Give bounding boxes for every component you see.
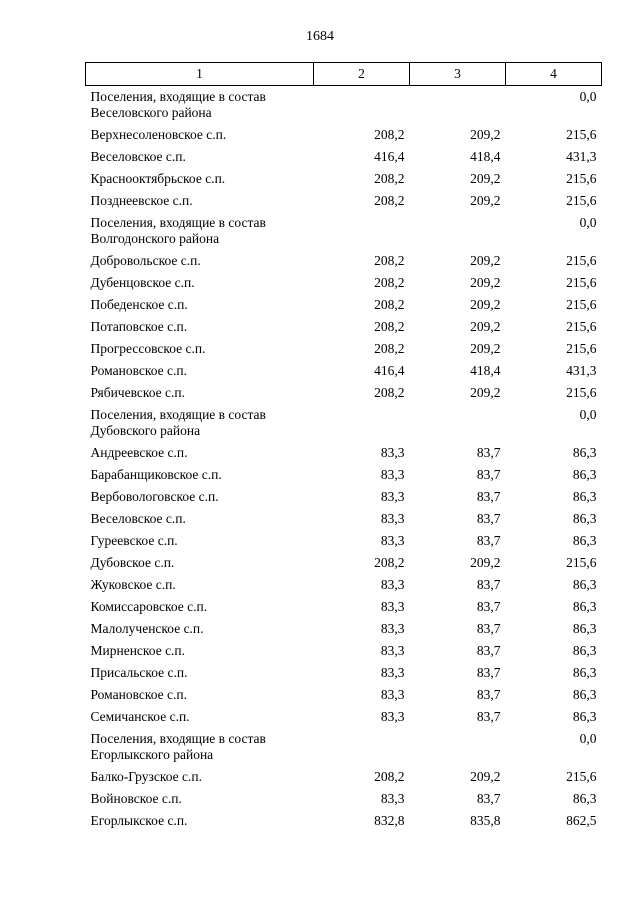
value-col-4-cell: 86,3 — [572, 620, 597, 636]
settlement-name-cell: Семичанское с.п. — [90, 708, 190, 724]
value-col-2-cell — [314, 86, 410, 124]
value-col-2-cell: 83,3 — [380, 642, 405, 658]
table-row — [86, 810, 602, 832]
value-col-4-cell: 215,6 — [566, 192, 597, 208]
value-col-4-cell: 86,3 — [572, 642, 597, 658]
value-col-4-cell: 86,3 — [572, 708, 597, 724]
table-row — [86, 146, 602, 168]
value-col-4-cell: 86,3 — [572, 466, 597, 482]
value-col-3-cell: 83,7 — [476, 444, 501, 460]
settlement-name-cell: Прогрессовское с.п. — [90, 340, 206, 356]
value-col-3-cell: 83,7 — [476, 708, 501, 724]
table-row — [86, 250, 602, 272]
page-number: 1684 — [306, 29, 334, 44]
value-col-3-cell: 209,2 — [470, 126, 501, 142]
value-col-4-cell: 86,3 — [572, 598, 597, 614]
table-row — [86, 706, 602, 728]
value-col-2-cell: 208,2 — [374, 274, 405, 290]
value-col-3-cell — [410, 212, 506, 250]
value-col-3-cell — [410, 728, 506, 766]
table-row — [86, 338, 602, 360]
value-col-3-cell: 209,2 — [470, 384, 501, 400]
value-col-2-cell: 208,2 — [374, 192, 405, 208]
value-col-3-cell: 418,4 — [470, 362, 501, 378]
table-row — [86, 662, 602, 684]
value-col-2-cell: 83,3 — [380, 790, 405, 806]
settlement-name-cell: Комиссаровское с.п. — [90, 598, 208, 614]
value-col-3-cell: 83,7 — [476, 466, 501, 482]
value-col-3-cell: 83,7 — [476, 642, 501, 658]
value-col-4-cell: 215,6 — [566, 340, 597, 356]
settlement-name-cell: Добровольское с.п. — [90, 252, 201, 268]
header-col-2: 2 — [314, 63, 410, 86]
table-row — [86, 640, 602, 662]
value-col-3-cell: 209,2 — [470, 340, 501, 356]
table-row — [86, 168, 602, 190]
value-col-4-cell: 215,6 — [566, 296, 597, 312]
value-col-4-cell: 86,3 — [572, 790, 597, 806]
value-col-4-cell: 0,0 — [579, 214, 597, 230]
header-col-4: 4 — [506, 63, 602, 86]
value-col-4-cell: 86,3 — [572, 488, 597, 504]
settlement-name-cell: Потаповское с.п. — [90, 318, 188, 334]
value-col-2-cell: 83,3 — [380, 444, 405, 460]
table-row — [86, 508, 602, 530]
value-col-2-cell: 208,2 — [374, 170, 405, 186]
value-col-4-cell: 86,3 — [572, 510, 597, 526]
settlement-name-cell: Вербовологовское с.п. — [90, 488, 219, 504]
value-col-4-cell: 431,3 — [566, 148, 597, 164]
value-col-4-cell: 215,6 — [566, 384, 597, 400]
value-col-2-cell: 416,4 — [374, 148, 405, 164]
value-col-3-cell: 209,2 — [470, 768, 501, 784]
value-col-4-cell: 86,3 — [572, 664, 597, 680]
settlement-name-cell: Краснооктябрьское с.п. — [90, 170, 226, 186]
value-col-3-cell: 209,2 — [470, 192, 501, 208]
value-col-4-cell: 0,0 — [579, 730, 597, 746]
settlement-name-cell: Поселения, входящие в состав Волгодонского района — [90, 214, 266, 246]
value-col-2-cell: 83,3 — [380, 664, 405, 680]
table-row — [86, 464, 602, 486]
settlement-name-cell: Романовское с.п. — [90, 362, 187, 378]
table-row — [86, 316, 602, 338]
settlement-name-cell: Поселения, входящие в состав Дубовского района — [90, 406, 266, 438]
settlement-name-cell: Победенское с.п. — [90, 296, 188, 312]
value-col-4-cell: 86,3 — [572, 532, 597, 548]
value-col-2-cell — [314, 728, 410, 766]
header-row — [86, 63, 602, 86]
table-row — [86, 552, 602, 574]
value-col-3-cell: 418,4 — [470, 148, 501, 164]
value-col-2-cell: 208,2 — [374, 296, 405, 312]
header-col-1: 1 — [86, 63, 314, 86]
value-col-3-cell — [410, 86, 506, 124]
settlement-name-cell: Позднеевское с.п. — [90, 192, 193, 208]
value-col-4-cell: 431,3 — [566, 362, 597, 378]
value-col-3-cell — [410, 404, 506, 442]
settlement-name-cell: Дубовское с.п. — [90, 554, 175, 570]
value-col-2-cell: 83,3 — [380, 488, 405, 504]
value-col-2-cell: 83,3 — [380, 708, 405, 724]
settlement-name-cell: Дубенцовское с.п. — [90, 274, 195, 290]
table-row — [86, 684, 602, 706]
settlement-name-cell: Гуреевское с.п. — [90, 532, 178, 548]
value-col-3-cell: 835,8 — [470, 812, 501, 828]
value-col-2-cell: 208,2 — [374, 554, 405, 570]
settlement-name-cell: Присальское с.п. — [90, 664, 188, 680]
table-row — [86, 530, 602, 552]
value-col-3-cell: 209,2 — [470, 170, 501, 186]
settlement-name-cell: Жуковское с.п. — [90, 576, 176, 592]
settlement-name-cell: Егорлыкское с.п. — [90, 812, 188, 828]
group-heading-row — [86, 728, 602, 766]
table-row — [86, 124, 602, 146]
value-col-4-cell: 215,6 — [566, 318, 597, 334]
value-col-2-cell: 83,3 — [380, 576, 405, 592]
table-row — [86, 294, 602, 316]
value-col-4-cell: 86,3 — [572, 686, 597, 702]
value-col-4-cell: 215,6 — [566, 554, 597, 570]
settlement-name-cell: Барабанщиковское с.п. — [90, 466, 222, 482]
table-row — [86, 190, 602, 212]
value-col-2-cell: 83,3 — [380, 598, 405, 614]
settlements-table — [85, 62, 602, 832]
value-col-2-cell: 208,2 — [374, 318, 405, 334]
value-col-2-cell: 83,3 — [380, 686, 405, 702]
value-col-3-cell: 83,7 — [476, 576, 501, 592]
value-col-2-cell: 208,2 — [374, 768, 405, 784]
value-col-3-cell: 83,7 — [476, 686, 501, 702]
value-col-3-cell: 209,2 — [470, 252, 501, 268]
settlement-name-cell: Веселовское с.п. — [90, 510, 186, 526]
value-col-3-cell: 83,7 — [476, 532, 501, 548]
value-col-2-cell — [314, 212, 410, 250]
value-col-4-cell: 215,6 — [566, 170, 597, 186]
group-heading-row — [86, 212, 602, 250]
value-col-3-cell: 83,7 — [476, 790, 501, 806]
value-col-2-cell — [314, 404, 410, 442]
value-col-2-cell: 416,4 — [374, 362, 405, 378]
table-row — [86, 382, 602, 404]
table-body — [86, 86, 602, 832]
table-row — [86, 618, 602, 640]
value-col-2-cell: 832,8 — [374, 812, 405, 828]
value-col-3-cell: 83,7 — [476, 620, 501, 636]
value-col-2-cell: 208,2 — [374, 252, 405, 268]
value-col-3-cell: 83,7 — [476, 510, 501, 526]
value-col-2-cell: 83,3 — [380, 510, 405, 526]
value-col-2-cell: 83,3 — [380, 620, 405, 636]
table-row — [86, 442, 602, 464]
value-col-4-cell: 0,0 — [579, 406, 597, 422]
settlement-name-cell: Веселовское с.п. — [90, 148, 186, 164]
settlement-name-cell: Верхнесоленовское с.п. — [90, 126, 227, 142]
table-row — [86, 788, 602, 810]
value-col-4-cell: 0,0 — [579, 89, 597, 104]
settlement-name-cell: Поселения, входящие в состав Веселовского района — [90, 89, 266, 120]
settlement-name-cell: Романовское с.п. — [90, 686, 187, 702]
settlement-name-cell: Малолученское с.п. — [90, 620, 204, 636]
settlement-name-cell: Андреевское с.п. — [90, 444, 188, 460]
value-col-4-cell: 215,6 — [566, 768, 597, 784]
value-col-4-cell: 215,6 — [566, 126, 597, 142]
settlement-name-cell: Балко-Грузское с.п. — [90, 768, 202, 784]
value-col-4-cell: 215,6 — [566, 252, 597, 268]
table-row — [86, 360, 602, 382]
value-col-4-cell: 215,6 — [566, 274, 597, 290]
value-col-3-cell: 83,7 — [476, 664, 501, 680]
settlement-name-cell: Мирненское с.п. — [90, 642, 186, 658]
group-heading-row — [86, 86, 602, 124]
value-col-3-cell: 83,7 — [476, 598, 501, 614]
value-col-3-cell: 209,2 — [470, 318, 501, 334]
table-row — [86, 272, 602, 294]
settlement-name-cell: Войновское с.п. — [90, 790, 182, 806]
header-col-3: 3 — [410, 63, 506, 86]
value-col-2-cell: 208,2 — [374, 126, 405, 142]
table-row — [86, 486, 602, 508]
value-col-2-cell: 83,3 — [380, 466, 405, 482]
value-col-2-cell: 208,2 — [374, 384, 405, 400]
table-row — [86, 574, 602, 596]
table-header — [86, 63, 602, 86]
value-col-4-cell: 862,5 — [566, 812, 597, 828]
value-col-4-cell: 86,3 — [572, 444, 597, 460]
value-col-2-cell: 208,2 — [374, 340, 405, 356]
value-col-3-cell: 209,2 — [470, 554, 501, 570]
settlement-name-cell: Поселения, входящие в состав Егорлыкского района — [90, 730, 266, 762]
value-col-3-cell: 209,2 — [470, 274, 501, 290]
table-row — [86, 766, 602, 788]
settlement-name-cell: Рябичевское с.п. — [90, 384, 185, 400]
value-col-3-cell: 83,7 — [476, 488, 501, 504]
value-col-2-cell: 83,3 — [380, 532, 405, 548]
value-col-3-cell: 209,2 — [470, 296, 501, 312]
table-row — [86, 596, 602, 618]
group-heading-row — [86, 404, 602, 442]
value-col-4-cell: 86,3 — [572, 576, 597, 592]
